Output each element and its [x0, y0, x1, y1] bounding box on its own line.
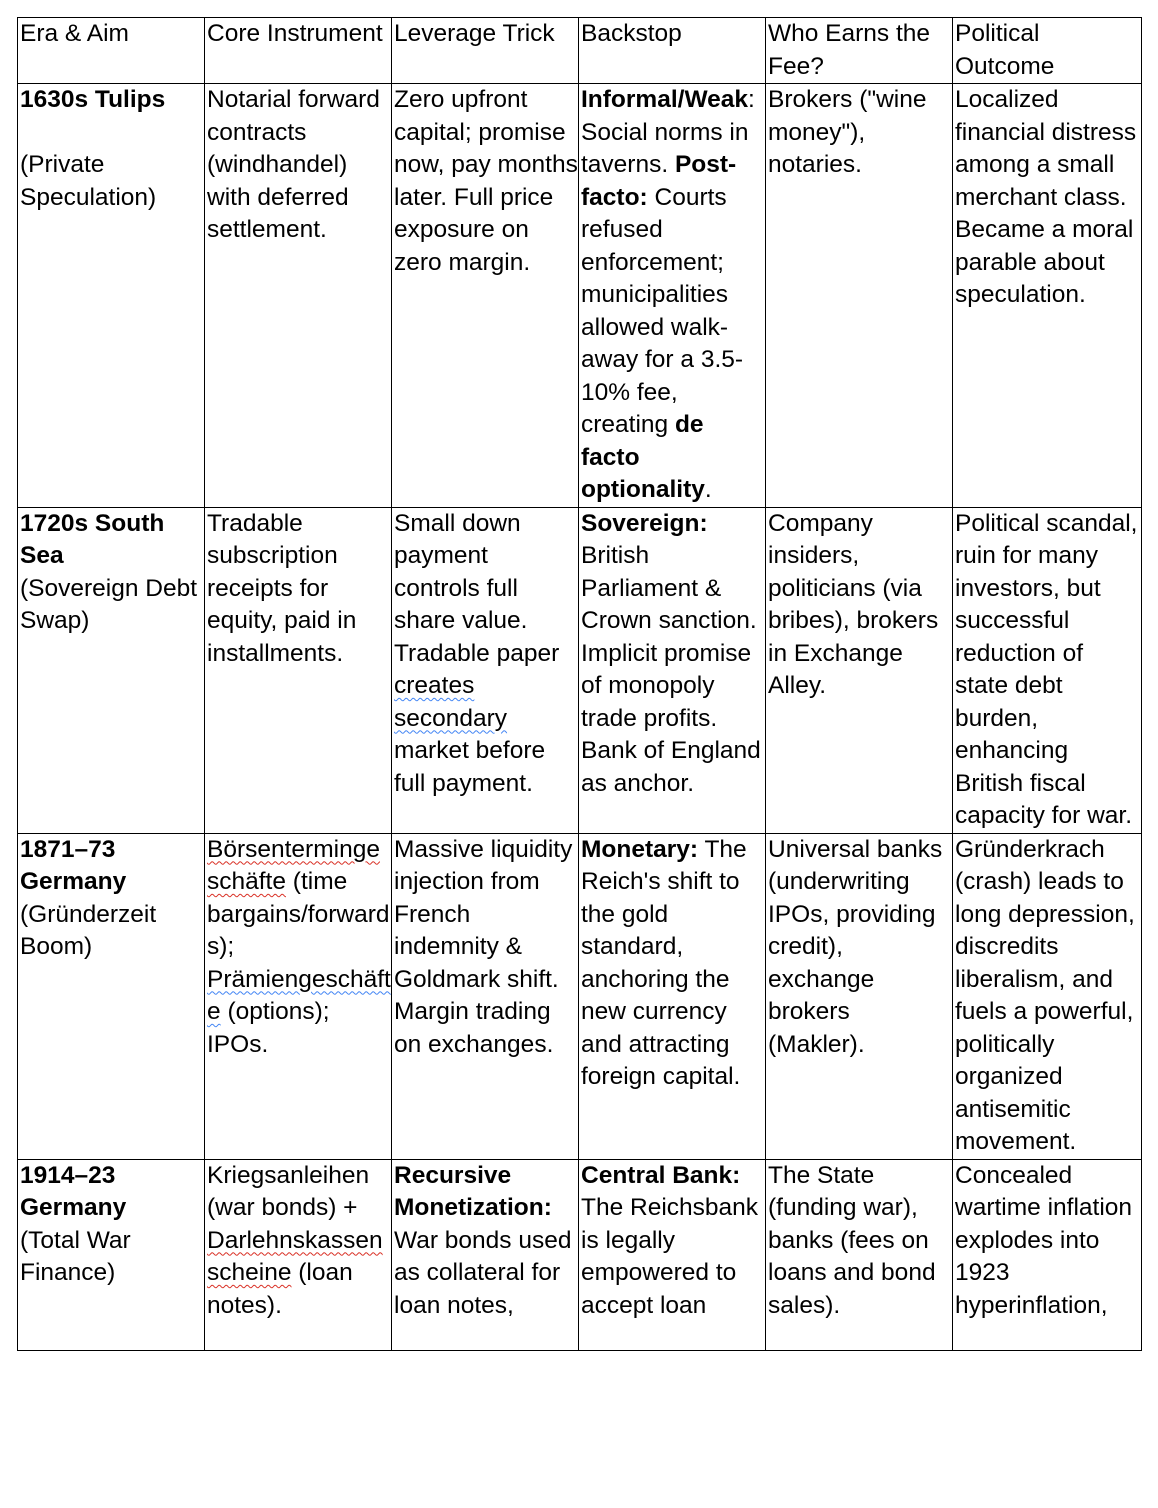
grammar-flagged-word[interactable]: Prämiengeschäfte: [207, 965, 391, 1025]
leverage-cell: Massive liquidity injection from French indemnity & Goldmark shift. Margin trading on exchanges.: [392, 833, 579, 1159]
fee-cell: The State (funding war), banks (fees on loans and bond sales).: [766, 1159, 953, 1350]
emphasis-text: de facto optionality: [581, 411, 705, 503]
outcome-cell: Localized financial distress among a small merchant class. Became a moral parable about speculation.: [953, 84, 1142, 508]
leverage-label: Recursive Monetization:: [394, 1161, 552, 1221]
backstop-cell: Central Bank: The Reichsbank is legally empowered to accept loan: [579, 1159, 766, 1350]
fee-cell: Brokers ("wine money"), notaries.: [766, 84, 953, 508]
backstop-cell: Monetary: The Reich's shift to the gold standard, anchoring the new currency and attracting foreign capital.: [579, 833, 766, 1159]
outcome-cell: Concealed wartime inflation explodes into 1923 hyperinflation,: [953, 1159, 1142, 1350]
backstop-cell: Sovereign: British Parliament & Crown sanction. Implicit promise of monopoly trade profits. Bank of England as anchor.: [579, 507, 766, 833]
table-row: [18, 507, 1142, 833]
spellcheck-flagged-word[interactable]: Darlehnskassenscheine: [207, 1226, 383, 1286]
era-subtitle: (Gründerzeit Boom): [20, 900, 157, 960]
header-outcome: Political Outcome: [953, 18, 1142, 84]
era-title: 1630s Tulips: [20, 86, 166, 113]
backstop-label: Sovereign:: [581, 509, 708, 537]
comparison-table: [17, 17, 1142, 1351]
table-row: [18, 833, 1142, 1159]
table-row: [18, 84, 1142, 508]
header-row: [18, 18, 1142, 84]
backstop-label: Central Bank:: [581, 1161, 741, 1189]
era-cell: [18, 1159, 205, 1350]
fee-cell: Company insiders, politicians (via bribes), brokers in Exchange Alley.: [766, 507, 953, 833]
era-title: 1914–23 Germany: [20, 1161, 127, 1221]
header-instrument: Core Instrument: [205, 18, 392, 84]
era-title: 1720s South Sea: [20, 509, 165, 569]
era-subtitle: (Sovereign Debt Swap): [20, 574, 198, 634]
era-cell: [18, 507, 205, 833]
header-backstop: Backstop: [579, 18, 766, 84]
leverage-cell: Recursive Monetization: War bonds used as collateral for loan notes,: [392, 1159, 579, 1350]
leverage-cell: Zero upfront capital; promise now, pay months later. Full price exposure on zero margin.: [392, 84, 579, 508]
fee-cell: Universal banks (underwriting IPOs, providing credit), exchange brokers (Makler).: [766, 833, 953, 1159]
outcome-cell: Political scandal, ruin for many investors, but successful reduction of state debt burden, enhancing British fiscal capacity for war.: [953, 507, 1142, 833]
header-leverage: Leverage Trick: [392, 18, 579, 84]
instrument-cell: Börsentermingeschäfte (time bargains/forwards); Prämiengeschäfte (options); IPOs.: [205, 833, 392, 1159]
era-title: 1871–73 Germany: [20, 835, 127, 895]
leverage-cell: Small down payment controls full share value. Tradable paper creates secondary market before full payment.: [392, 507, 579, 833]
backstop-label: Monetary:: [581, 835, 699, 863]
grammar-flagged-word[interactable]: secondary: [394, 704, 508, 732]
spellcheck-flagged-word[interactable]: Börsentermingeschäfte: [207, 835, 380, 895]
instrument-cell: Tradable subscription receipts for equity, paid in installments.: [205, 507, 392, 833]
backstop-cell: Informal/Weak: Social norms in taverns. Post-facto: Courts refused enforcement; municipalities allowed walk-away for a 3.5-10% fee, creating de facto optionality.: [579, 84, 766, 508]
backstop-label: Post-facto:: [581, 151, 737, 211]
backstop-label: Informal/Weak: [581, 86, 749, 113]
instrument-cell: Notarial forward contracts (windhandel) with deferred settlement.: [205, 84, 392, 508]
era-cell: [18, 84, 205, 508]
instrument-cell: Kriegsanleihen (war bonds) + Darlehnskassenscheine (loan notes).: [205, 1159, 392, 1350]
table-row: [18, 1159, 1142, 1350]
era-subtitle: (Total War Finance): [20, 1226, 131, 1286]
outcome-cell: Gründerkrach (crash) leads to long depression, discredits liberalism, and fuels a powerful, politically organized antisemitic movement.: [953, 833, 1142, 1159]
grammar-flagged-word[interactable]: creates: [394, 672, 475, 699]
header-era: Era & Aim: [18, 18, 205, 84]
era-subtitle: (Private Speculation): [20, 151, 157, 211]
era-cell: [18, 833, 205, 1159]
header-fee: Who Earns the Fee?: [766, 18, 953, 84]
